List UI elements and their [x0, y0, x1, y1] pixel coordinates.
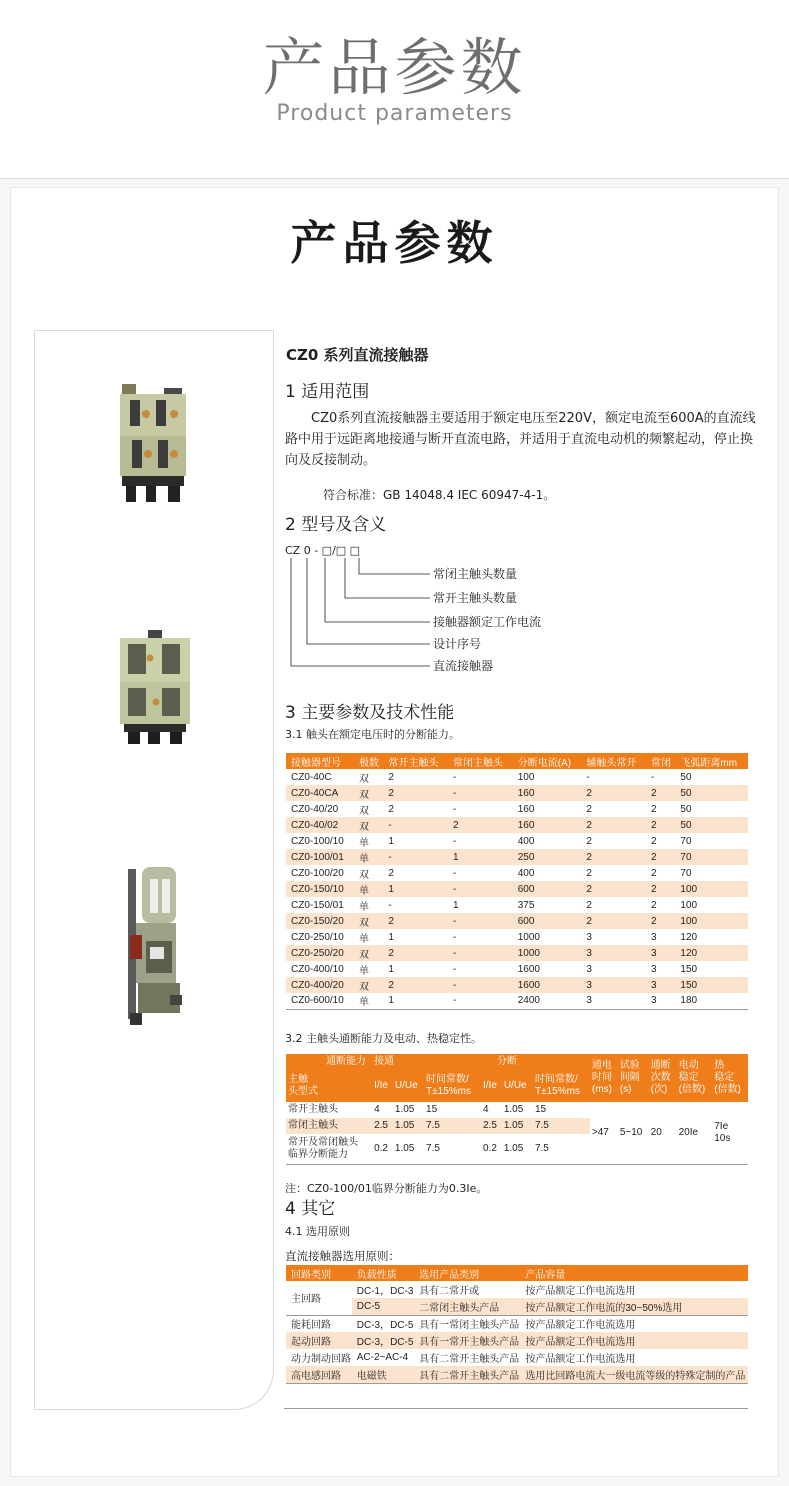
- table-cell: CZ0-100/20: [291, 867, 344, 879]
- corner-bottom: 主触 头型式: [286, 1070, 372, 1102]
- make-ue-header: U/Ue: [393, 1070, 424, 1102]
- product-name: CZ0 系列直流接触器: [286, 346, 429, 364]
- table-cell: DC-1，DC-3: [356, 1286, 414, 1297]
- table-header: 常闭主触头: [448, 753, 513, 769]
- table-cell: 单: [354, 881, 383, 897]
- table-header-row: [286, 1054, 748, 1070]
- table-cell: 按产品额定工作电流的30~50%选用: [520, 1298, 748, 1315]
- table-cell: 2: [383, 945, 448, 961]
- table-cell: 2: [581, 785, 646, 801]
- table-cell: 2: [388, 803, 394, 815]
- table-cell: 按产品额定工作电流选用: [525, 1354, 636, 1365]
- table-cell: 3: [586, 931, 592, 943]
- table-row: [286, 993, 748, 1009]
- table-cell: 双: [354, 785, 383, 801]
- table-cell: 150: [680, 963, 698, 975]
- selection-table: [286, 1265, 748, 1384]
- table-cell: 1600: [517, 963, 540, 975]
- table-cell: 70: [680, 835, 692, 847]
- row-name: 常开主触头: [288, 1104, 338, 1115]
- table-cell: 1: [448, 849, 513, 865]
- table-cell: 7.5: [533, 1118, 590, 1134]
- table-row: [286, 1332, 748, 1349]
- table-cell: 2: [388, 867, 394, 879]
- table-row: [286, 801, 748, 817]
- meaning-no-count: 常开主触头数量: [433, 591, 518, 605]
- table-row: [286, 769, 748, 785]
- table-header: 选用产品类别: [414, 1265, 520, 1281]
- table-cell: CZ0-250/20: [286, 945, 354, 961]
- table-cell: AC-2~AC-4: [356, 1352, 409, 1363]
- table-cell: 2: [646, 849, 675, 865]
- table-cell: 70: [675, 849, 748, 865]
- table-cell: 具有二常开主触头产品: [414, 1366, 520, 1383]
- table-cell: -: [383, 817, 448, 833]
- bottom-divider: [284, 1408, 748, 1409]
- table-cell: 2: [651, 803, 657, 815]
- table-cell: 2: [646, 785, 675, 801]
- make-ie-header: I/Ie: [372, 1070, 393, 1102]
- section-3-title: 3 主要参数及技术性能: [285, 703, 455, 723]
- table-cell: 双: [358, 869, 369, 881]
- table-cell: 2: [651, 867, 657, 879]
- table-cell: 单: [358, 965, 369, 977]
- table-cell: 1: [388, 835, 394, 847]
- table-cell: 双: [354, 945, 383, 961]
- table-cell: 1: [383, 881, 448, 897]
- table-cell: -: [453, 867, 457, 879]
- table-cell: 600: [513, 881, 582, 897]
- table-cell: 7.5: [534, 1142, 549, 1154]
- table-cell: 15: [534, 1104, 547, 1115]
- time-const-header: 时间常数/ T±15%ms: [424, 1070, 481, 1102]
- on-time-value: >47: [591, 1126, 609, 1138]
- table-cell: CZ0-150/10: [286, 881, 354, 897]
- table-cell: 2: [383, 977, 448, 993]
- table-cell: CZ0-40C: [291, 771, 332, 783]
- table-cell: 100: [675, 913, 748, 929]
- table-cell: 双: [354, 913, 383, 929]
- table-cell: 单: [354, 849, 383, 865]
- table-header: 负载性质: [352, 1265, 414, 1281]
- table-cell: 1000: [517, 931, 540, 943]
- table-cell: 7.5: [426, 1142, 440, 1154]
- table-cell: 3: [581, 945, 646, 961]
- contactor-photo-2: [114, 630, 194, 746]
- table-cell: 具有二常开或: [419, 1286, 480, 1297]
- table-cell: -: [453, 835, 457, 847]
- table-row: [286, 929, 748, 945]
- table-row: [286, 961, 748, 977]
- table-row: [286, 1298, 748, 1315]
- table-cell: 120: [680, 931, 698, 943]
- table-cell: 0.2: [374, 1142, 388, 1154]
- table-cell: -: [448, 913, 513, 929]
- table-cell: 高电感回路: [286, 1366, 352, 1383]
- table-cell: 1.05: [394, 1104, 415, 1115]
- table-row: [286, 1366, 748, 1383]
- on-time-header: 通电 时间 (ms): [590, 1054, 618, 1102]
- table-cell: 3: [651, 995, 657, 1007]
- table-cell: 2.5: [481, 1118, 502, 1134]
- meaning-nc-count: 常闭主触头数量: [433, 567, 518, 581]
- section-3-1-title: 3.1 触头在额定电压时的分断能力。: [285, 728, 460, 741]
- breaking-capacity-table: [286, 753, 748, 1010]
- break-ue-header: U/Ue: [502, 1070, 533, 1102]
- table-cell: 3: [651, 963, 657, 975]
- table-cell: 2: [646, 913, 675, 929]
- make-break-table: [286, 1054, 748, 1165]
- table-row: [286, 865, 748, 881]
- table-cell: DC-3，DC-5: [356, 1320, 414, 1332]
- make-header: 接通: [372, 1054, 424, 1070]
- table-cell: 2: [646, 881, 675, 897]
- table-cell: -: [453, 995, 457, 1007]
- table-cell: -: [651, 771, 655, 783]
- table-row: [286, 833, 748, 849]
- header-title-en: Product parameters: [276, 101, 513, 126]
- table-cell: -: [388, 899, 392, 911]
- table-row: [286, 1281, 748, 1298]
- table-cell: 3: [646, 945, 675, 961]
- meaning-dc-contactor: 直流接触器: [433, 659, 494, 673]
- table-cell: DC-5: [352, 1298, 414, 1315]
- table-cell: CZ0-400/10: [291, 963, 344, 975]
- table-cell: 4: [374, 1104, 380, 1115]
- break-time-const-header: 时间常数/ T±15%ms: [533, 1070, 590, 1102]
- table-cell: CZ0-150/01: [291, 899, 344, 911]
- table-cell: 1600: [513, 977, 582, 993]
- table-cell: 动力制动回路: [291, 1354, 351, 1365]
- table-cell: 2: [383, 913, 448, 929]
- table-cell: 起动回路: [286, 1332, 352, 1349]
- table-cell: 1.05: [393, 1118, 424, 1134]
- table-cell: 50: [680, 803, 692, 815]
- table-cell: 160: [513, 817, 582, 833]
- table-cell: -: [453, 771, 457, 783]
- table-cell: 按产品额定工作电流选用: [525, 1320, 636, 1332]
- table-cell: 100: [675, 881, 748, 897]
- table-row: [286, 1349, 748, 1366]
- thermal-stability-value: 7Ie 10s: [714, 1120, 731, 1144]
- table-cell: 1.05: [502, 1118, 533, 1134]
- table-cell: 1: [388, 963, 394, 975]
- table-cell: 2: [448, 817, 513, 833]
- note-text: 注：CZ0-100/01临界分断能力为0.3Ie。: [285, 1182, 488, 1195]
- table-cell: 160: [513, 785, 582, 801]
- table-cell: 单: [358, 997, 369, 1009]
- table-header: 飞弧距离mm: [675, 753, 748, 769]
- table-cell: 1.05: [503, 1104, 524, 1115]
- table-cell: 50: [675, 817, 748, 833]
- model-code-diagram: [285, 544, 585, 679]
- table-cell: -: [383, 849, 448, 865]
- table-cell: 2: [651, 835, 657, 847]
- table-header-row: [286, 753, 748, 769]
- model-code: CZ 0 - □/□ □: [285, 544, 361, 557]
- table-cell: CZ0-600/10: [291, 995, 344, 1007]
- table-cell: 50: [675, 785, 748, 801]
- table-cell: 2.5: [372, 1118, 393, 1134]
- table-cell: CZ0-400/20: [286, 977, 354, 993]
- break-header: 分断: [424, 1054, 590, 1070]
- table-cell: 按产品额定工作电流选用: [525, 1286, 636, 1297]
- table-cell: 100: [517, 771, 535, 783]
- table-cell: 1000: [513, 945, 582, 961]
- table-cell: -: [448, 881, 513, 897]
- contactor-photo-3: [120, 865, 188, 1027]
- table-cell: 2: [581, 913, 646, 929]
- table-cell: 1.05: [503, 1142, 524, 1154]
- table-cell: CZ0-40/02: [286, 817, 354, 833]
- section-1-standard: 符合标准：GB 14048.4 IEC 60947-4-1。: [323, 488, 556, 502]
- contactor-photo-1: [112, 380, 194, 508]
- selection-caption: 直流接触器选用原则：: [285, 1249, 400, 1263]
- main-circuit-cell: 主回路: [286, 1281, 352, 1315]
- table-cell: 单: [358, 933, 369, 945]
- table-cell: 150: [675, 977, 748, 993]
- table-cell: 180: [680, 995, 698, 1007]
- table-row: [286, 945, 748, 961]
- table-row: [286, 977, 748, 993]
- table-cell: 2: [388, 771, 394, 783]
- section-title: 产品参数: [290, 216, 499, 270]
- table-cell: CZ0-150/20: [286, 913, 354, 929]
- table-row: [286, 849, 748, 865]
- table-cell: 能耗回路: [291, 1320, 331, 1332]
- table-cell: 2: [581, 849, 646, 865]
- table-header: 常闭: [646, 753, 675, 769]
- table-cell: 250: [513, 849, 582, 865]
- table-cell: 2: [581, 881, 646, 897]
- table-row: [286, 897, 748, 913]
- thermal-stability-header: 热 稳定 (倍数): [712, 1054, 748, 1102]
- table-cell: 2400: [517, 995, 540, 1007]
- table-cell: 3: [651, 931, 657, 943]
- table-cell: 3: [646, 977, 675, 993]
- table-cell: 0.2: [482, 1142, 497, 1154]
- table-cell: DC-3，DC-5: [352, 1332, 414, 1349]
- table-cell: 选用比回路电流大一级电流等级的特殊定制的产品: [520, 1366, 748, 1383]
- table-cell: 具有一常开主触头产品: [414, 1332, 520, 1349]
- table-cell: CZ0-100/10: [291, 835, 344, 847]
- table-cell: 160: [517, 803, 535, 815]
- table-cell: 按产品额定工作电流选用: [520, 1332, 748, 1349]
- dynamic-stability-header: 电动 稳定 (倍数): [677, 1054, 713, 1102]
- table-cell: 2: [586, 803, 592, 815]
- table-cell: 7.5: [424, 1118, 481, 1134]
- operations-value: 20: [650, 1126, 662, 1138]
- table-cell: 1.05: [394, 1142, 415, 1154]
- table-cell: 1: [453, 899, 459, 911]
- section-4-1-title: 4.1 选用原则: [285, 1225, 350, 1238]
- table-header: 分断电流(A): [513, 753, 582, 769]
- row-name: 常开及常闭触头 临界分断能力: [288, 1136, 358, 1160]
- table-cell: 2: [646, 817, 675, 833]
- table-cell: -: [453, 963, 457, 975]
- table-cell: 70: [680, 867, 692, 879]
- table-cell: -: [448, 945, 513, 961]
- interval-value: 5~10: [619, 1126, 643, 1138]
- table-cell: 1: [388, 995, 394, 1007]
- table-cell: 二常闭主触头产品: [414, 1298, 520, 1315]
- interval-header: 试验 间隔 (s): [618, 1054, 649, 1102]
- table-cell: CZ0-250/10: [291, 931, 344, 943]
- table-cell: 双: [354, 977, 383, 993]
- break-ie-header: I/Ie: [481, 1070, 502, 1102]
- table-cell: 2: [383, 785, 448, 801]
- table-cell: 4: [482, 1104, 489, 1115]
- table-cell: -: [586, 771, 590, 783]
- section-2-title: 2 型号及含义: [285, 515, 387, 535]
- table-cell: 1: [388, 931, 394, 943]
- table-header-row: [286, 1265, 748, 1281]
- table-cell: 3: [586, 995, 592, 1007]
- table-cell: 400: [517, 867, 535, 879]
- table-cell: 15: [426, 1104, 438, 1115]
- table-header: 常开主触头: [383, 753, 448, 769]
- table-cell: 50: [680, 771, 692, 783]
- meaning-design-no: 设计序号: [433, 637, 482, 651]
- table-cell: 2: [586, 867, 592, 879]
- table-header: 接触器型号: [286, 753, 354, 769]
- table-row: [286, 881, 748, 897]
- table-row: [286, 913, 748, 929]
- table-cell: 3: [581, 977, 646, 993]
- meaning-rated-current: 接触器额定工作电流: [433, 615, 542, 629]
- section-4-title: 4 其它: [285, 1199, 336, 1219]
- table-cell: -: [448, 977, 513, 993]
- table-cell: CZ0-40CA: [286, 785, 354, 801]
- table-cell: 具有一常闭主触头产品: [419, 1320, 520, 1332]
- operations-header: 通断 次数 (次): [649, 1054, 677, 1102]
- table-cell: 双: [358, 773, 369, 785]
- table-header: 极数: [354, 753, 383, 769]
- table-cell: 2: [581, 817, 646, 833]
- table-cell: 2: [586, 835, 592, 847]
- corner-top: 通断能力: [286, 1054, 372, 1070]
- table-cell: 双: [358, 805, 369, 817]
- table-cell: 2: [651, 899, 657, 911]
- table-cell: -: [453, 931, 457, 943]
- table-cell: 120: [675, 945, 748, 961]
- table-row: [286, 785, 748, 801]
- table-cell: 单: [358, 837, 369, 849]
- table-row: [286, 1102, 748, 1118]
- table-cell: 100: [680, 899, 698, 911]
- table-cell: 375: [517, 899, 535, 911]
- table-cell: -: [453, 803, 457, 815]
- header-title-cn: 产品参数: [262, 31, 527, 104]
- table-cell: CZ0-100/01: [286, 849, 354, 865]
- table-cell: -: [448, 785, 513, 801]
- dynamic-stability-value: 20Ie: [678, 1126, 699, 1138]
- table-header: 产品容量: [520, 1265, 748, 1281]
- section-1-paragraph: CZ0系列直流接触器主要适用于额定电压至220V，额定电流至600A的直流线路中用于远距离地接通与断开直流电路，并适用于直流电动机的频繁起动，停止换向及反接制动。: [285, 411, 756, 468]
- table-cell: CZ0-40/20: [291, 803, 339, 815]
- table-row: [286, 817, 748, 833]
- table-header: 回路类别: [286, 1265, 352, 1281]
- table-header: 辅触头常开: [581, 753, 646, 769]
- table-cell: 2: [586, 899, 592, 911]
- table-cell: 双: [354, 817, 383, 833]
- table-cell: 单: [358, 901, 369, 913]
- section-3-2-title: 3.2 主触头通断能力及电动、热稳定性。: [285, 1032, 482, 1045]
- table-cell: 400: [517, 835, 535, 847]
- row-name: 常闭主触头: [286, 1118, 372, 1134]
- table-cell: 3: [586, 963, 592, 975]
- table-cell: 600: [513, 913, 582, 929]
- section-1-title: 1 适用范围: [285, 382, 370, 402]
- page-header: [0, 0, 789, 178]
- table-row: [286, 1315, 748, 1332]
- table-cell: 具有二常开主触头产品: [419, 1354, 520, 1365]
- table-cell: 电磁铁: [352, 1366, 414, 1383]
